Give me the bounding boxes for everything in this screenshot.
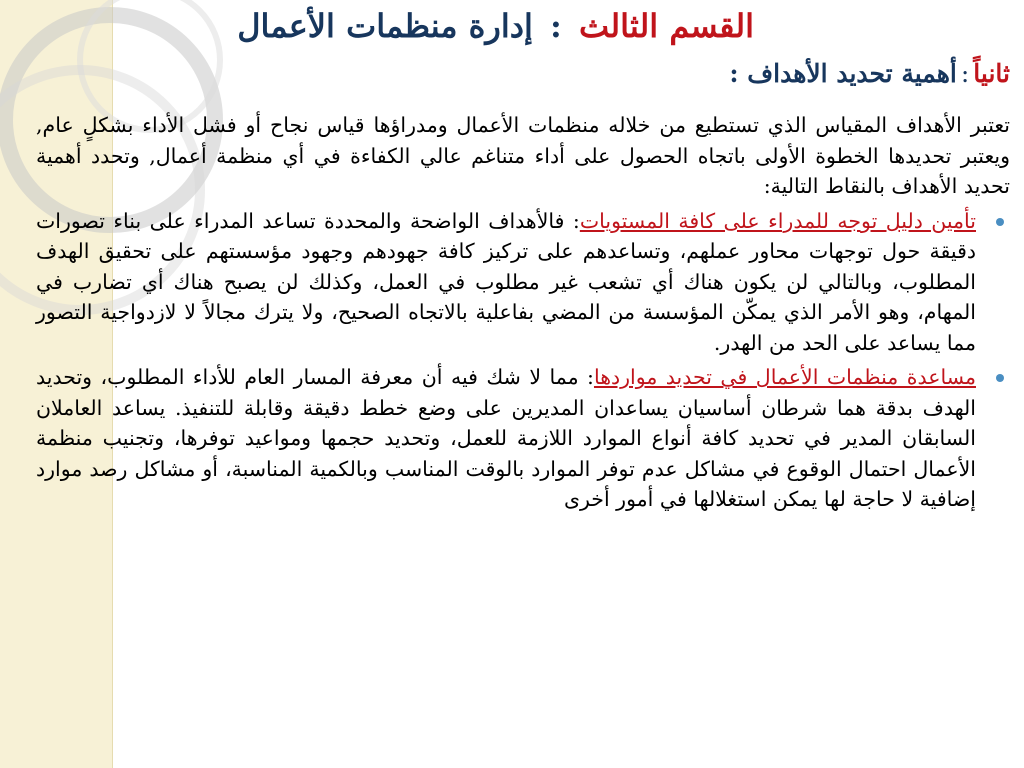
subtitle-lead: ثانياً [973, 59, 1010, 88]
bullet-dot-icon [996, 218, 1004, 226]
bullet-2-text: : مما لا شك فيه أن معرفة المسار العام للأداء المطلوب، وتحديد الهدف بدقة هما شرطان أساسيان يساعدان المديرين على وضع خطط دقيقة وقابلة للتنفيذ. يساعد العاملان السابقان المدير في تحديد كافة أنواع الموارد اللازمة للعمل، وتحديد حجمها ومواعيد توفرها، وتجنيب منظمة الأعمال احتمال الوقوع في مشاكل عدم توفر الموارد بالوقت المناسب وبالكمية المناسبة، أو مشاكل رصد موارد إضافية لا حاجة لها يمكن استغلالها في أمور أخرى [36, 365, 976, 511]
section-label: القسم الثالث [578, 7, 754, 45]
slide-title [114, 4, 754, 48]
bullet-item-1 [36, 206, 1010, 359]
bullet-dot-icon [996, 374, 1004, 382]
title-separator: : [550, 7, 562, 45]
bullet-item-2 [36, 362, 1010, 515]
bullet-1-lead: تأمين دليل توجه للمدراء على كافة المستويات [579, 208, 976, 233]
intro-paragraph: تعتبر الأهداف المقياس الذي تستطيع من خلاله منظمات الأعمال ومدراؤها قياس نجاح أو فشل الأداء بشكلٍ عام, ويعتبر تحديدها الخطوة الأولى باتجاه الحصول على أداء متناغم عالي الكفاءة في أي منظمة أعمال, وتحدد أهمية تحديد الأهداف بالنقاط التالية: [36, 113, 1010, 198]
subtitle-colon: : [960, 59, 970, 88]
slide-content [36, 110, 1010, 519]
slide-subtitle [310, 54, 1010, 94]
section-name: إدارة منظمات الأعمال [237, 7, 533, 45]
subtitle-text: أهمية تحديد الأهداف : [729, 59, 957, 88]
bullet-1-text: : فالأهداف الواضحة والمحددة تساعد المدراء على بناء تصورات دقيقة حول توجهات محاور عملهم، وتساعدهم على تركيز كافة جهودهم وجهود مؤسستهم على تحقيق الهدف المطلوب، وبالتالي لن يكون هناك أي تشعب غير مطلوب في العمل، وكذلك لن يصبح هناك أي تضارب في المهام، وهو الأمر الذي يمكّن المؤسسة من المضي بفاعلية بالاتجاه الصحيح، ولا يترك مجالاً لا لازدواجية التصور مما يساعد على الحد من الهدر. [36, 208, 976, 355]
bullet-2-lead: مساعدة منظمات الأعمال في تحديد مواردها [593, 365, 976, 389]
